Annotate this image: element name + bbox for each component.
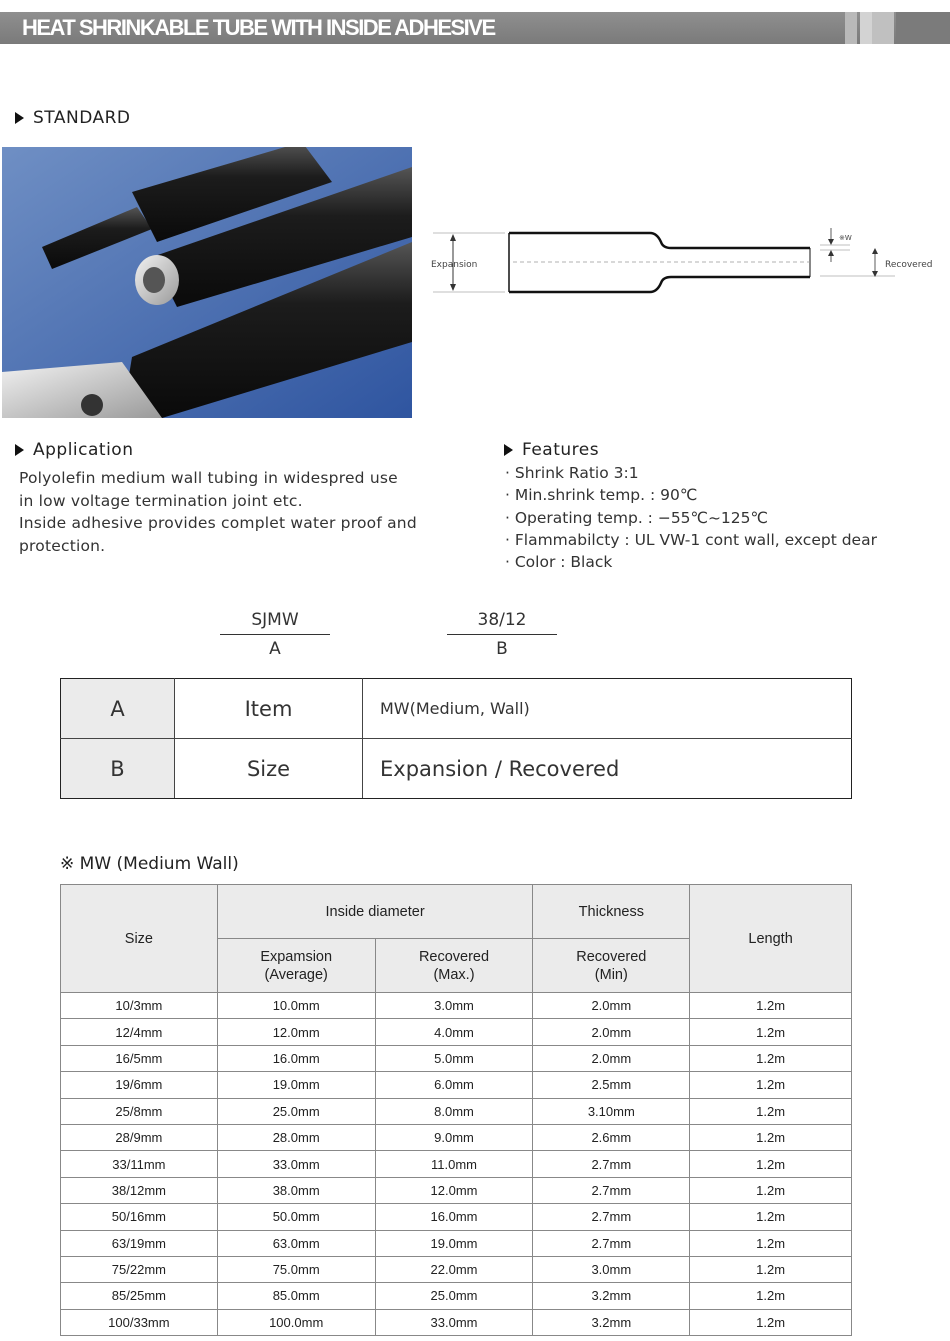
code-b-rule: [447, 634, 557, 635]
cell-size: 19/6mm: [61, 1072, 218, 1098]
code-b-bottom: B: [496, 639, 508, 659]
code-definition-table: [60, 678, 852, 799]
cell-thickness-min: 2.0mm: [533, 1019, 690, 1045]
standard-heading: STANDARD: [15, 108, 131, 128]
banner-accent-block: [860, 12, 872, 44]
cell-thickness-min: 3.0mm: [533, 1256, 690, 1282]
table-row: [61, 1256, 852, 1282]
table-row: [61, 1124, 852, 1150]
feature-item: · Color : Black: [505, 553, 613, 572]
cell-recovered-max: 12.0mm: [375, 1177, 533, 1203]
cell-size: 100/33mm: [61, 1309, 218, 1335]
w-label: ※W: [839, 234, 852, 242]
cell-length: 1.2m: [690, 993, 852, 1019]
cell-size: 63/19mm: [61, 1230, 218, 1256]
table-row: [61, 1019, 852, 1045]
cell-thickness-min: 2.7mm: [533, 1204, 690, 1230]
cell-thickness-min: 3.2mm: [533, 1309, 690, 1335]
table-row: [61, 1230, 852, 1256]
table-row: [61, 1309, 852, 1335]
tube-dimension-diagram: [425, 220, 940, 315]
code-key: B: [61, 739, 175, 799]
product-photo: [2, 147, 412, 418]
cell-length: 1.2m: [690, 1019, 852, 1045]
triangle-bullet-icon: [15, 444, 24, 456]
cell-recovered-max: 9.0mm: [375, 1124, 533, 1150]
cell-expansion: 25.0mm: [217, 1098, 375, 1124]
feature-item: · Flammabilcty : UL VW-1 cont wall, except dear: [505, 530, 877, 549]
col-header-inside-diameter: Inside diameter: [217, 885, 533, 939]
cell-thickness-min: 3.2mm: [533, 1283, 690, 1309]
cell-recovered-max: 19.0mm: [375, 1230, 533, 1256]
cell-length: 1.2m: [690, 1177, 852, 1203]
features-heading: Features: [504, 440, 599, 460]
cell-thickness-min: 2.5mm: [533, 1072, 690, 1098]
cell-length: 1.2m: [690, 1204, 852, 1230]
code-a-top: SJMW: [251, 610, 299, 630]
cell-recovered-max: 25.0mm: [375, 1283, 533, 1309]
feature-item: · Shrink Ratio 3:1: [505, 464, 639, 482]
col-header-recovered-min: Recovered (Min): [533, 939, 690, 993]
cell-size: 25/8mm: [61, 1098, 218, 1124]
cell-size: 75/22mm: [61, 1256, 218, 1282]
col-header-recovered-max: Recovered (Max.): [375, 939, 533, 993]
code-name: Size: [175, 739, 363, 799]
triangle-bullet-icon: [504, 444, 513, 456]
banner-accent-block: [896, 12, 950, 44]
code-b-top: 38/12: [477, 610, 527, 630]
col-header-length: Length: [690, 885, 852, 993]
table-row: [61, 679, 852, 739]
cell-thickness-min: 2.6mm: [533, 1124, 690, 1150]
cell-length: 1.2m: [690, 1309, 852, 1335]
cell-expansion: 63.0mm: [217, 1230, 375, 1256]
cell-thickness-min: 2.7mm: [533, 1230, 690, 1256]
cell-size: 16/5mm: [61, 1045, 218, 1071]
cell-recovered-max: 22.0mm: [375, 1256, 533, 1282]
mw-section-title: ※ MW (Medium Wall): [60, 854, 239, 874]
code-name: Item: [175, 679, 363, 739]
code-value: Expansion / Recovered: [363, 739, 852, 799]
cell-recovered-max: 16.0mm: [375, 1204, 533, 1230]
code-key: A: [61, 679, 175, 739]
cell-expansion: 75.0mm: [217, 1256, 375, 1282]
code-a-rule: [220, 634, 330, 635]
cell-size: 50/16mm: [61, 1204, 218, 1230]
table-row: [61, 1151, 852, 1177]
feature-item: · Operating temp. : −55℃~125℃: [505, 508, 768, 527]
cell-expansion: 12.0mm: [217, 1019, 375, 1045]
cell-expansion: 100.0mm: [217, 1309, 375, 1335]
cell-expansion: 28.0mm: [217, 1124, 375, 1150]
spec-table: [60, 884, 852, 1336]
expansion-label: Expansion: [431, 260, 478, 270]
cell-recovered-max: 4.0mm: [375, 1019, 533, 1045]
cell-expansion: 85.0mm: [217, 1283, 375, 1309]
table-row: [61, 1177, 852, 1203]
cell-length: 1.2m: [690, 1072, 852, 1098]
banner-accent-block: [845, 12, 857, 44]
table-row: [61, 1098, 852, 1124]
cell-recovered-max: 33.0mm: [375, 1309, 533, 1335]
cell-length: 1.2m: [690, 1151, 852, 1177]
code-value: MW(Medium, Wall): [363, 679, 852, 739]
cell-recovered-max: 3.0mm: [375, 993, 533, 1019]
cell-size: 28/9mm: [61, 1124, 218, 1150]
cell-recovered-max: 6.0mm: [375, 1072, 533, 1098]
cell-size: 38/12mm: [61, 1177, 218, 1203]
cell-size: 10/3mm: [61, 993, 218, 1019]
feature-item: · Min.shrink temp. : 90℃: [505, 486, 698, 505]
page-title: HEAT SHRINKABLE TUBE WITH INSIDE ADHESIVE: [22, 15, 495, 40]
cell-expansion: 33.0mm: [217, 1151, 375, 1177]
cell-recovered-max: 11.0mm: [375, 1151, 533, 1177]
table-row: [61, 1072, 852, 1098]
col-header-thickness: Thickness: [533, 885, 690, 939]
cell-expansion: 19.0mm: [217, 1072, 375, 1098]
cell-expansion: 10.0mm: [217, 993, 375, 1019]
cell-length: 1.2m: [690, 1045, 852, 1071]
cell-recovered-max: 5.0mm: [375, 1045, 533, 1071]
cell-thickness-min: 2.7mm: [533, 1177, 690, 1203]
recovered-label: Recovered: [885, 260, 933, 270]
cell-expansion: 38.0mm: [217, 1177, 375, 1203]
code-a-bottom: A: [269, 639, 281, 659]
features-list: [505, 462, 877, 573]
cell-size: 85/25mm: [61, 1283, 218, 1309]
title-banner: [0, 12, 950, 44]
cell-length: 1.2m: [690, 1124, 852, 1150]
col-header-size: Size: [61, 885, 218, 993]
application-text: Polyolefin medium wall tubing in widespred use in low voltage termination joint etc. Inside adhesive provides complet water proof and protection.: [19, 469, 417, 555]
application-heading: Application: [15, 440, 134, 460]
table-row: [61, 1283, 852, 1309]
cell-length: 1.2m: [690, 1256, 852, 1282]
cell-thickness-min: 2.7mm: [533, 1151, 690, 1177]
cell-thickness-min: 3.10mm: [533, 1098, 690, 1124]
cell-length: 1.2m: [690, 1230, 852, 1256]
banner-accent-block: [872, 12, 894, 44]
table-row: [61, 1204, 852, 1230]
cell-expansion: 16.0mm: [217, 1045, 375, 1071]
triangle-bullet-icon: [15, 112, 24, 124]
cell-length: 1.2m: [690, 1283, 852, 1309]
cell-thickness-min: 2.0mm: [533, 993, 690, 1019]
cell-length: 1.2m: [690, 1098, 852, 1124]
cell-size: 12/4mm: [61, 1019, 218, 1045]
cell-recovered-max: 8.0mm: [375, 1098, 533, 1124]
col-header-expansion: Expamsion (Average): [217, 939, 375, 993]
table-row: [61, 1045, 852, 1071]
table-row: [61, 993, 852, 1019]
table-row: [61, 739, 852, 799]
cell-size: 33/11mm: [61, 1151, 218, 1177]
cell-expansion: 50.0mm: [217, 1204, 375, 1230]
cell-thickness-min: 2.0mm: [533, 1045, 690, 1071]
